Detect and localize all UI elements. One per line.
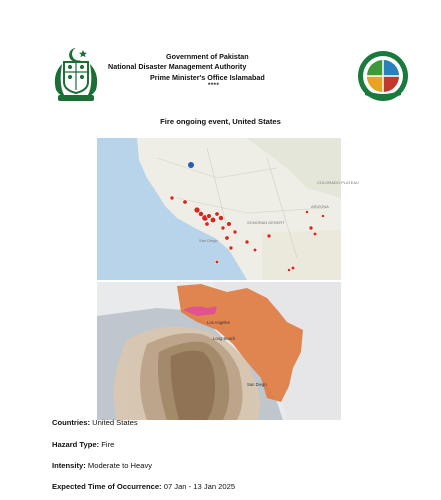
- expected-time-value: 07 Jan - 13 Jan 2025: [163, 482, 236, 491]
- hazard-type-value: Fire: [101, 440, 115, 449]
- pakistan-emblem-logo: [50, 44, 102, 104]
- header-ndma: National Disaster Management Authority: [108, 62, 247, 71]
- hazard-type-row: [52, 440, 114, 449]
- countries-label: Countries:: [52, 418, 90, 427]
- fire-locations-map: [97, 138, 359, 280]
- countries-value: United States: [92, 418, 138, 427]
- header-pm-office: Prime Minister's Office Islamabad: [150, 73, 265, 82]
- place-label-los-angeles: Los Angeles: [207, 320, 230, 325]
- place-label-san-diego: San Diego: [199, 238, 218, 243]
- ndma-logo: [357, 50, 409, 102]
- header-government: Government of Pakistan: [166, 52, 249, 61]
- place-label-san-diego: San Diego: [247, 382, 267, 387]
- intensity-label: Intensity:: [52, 461, 86, 470]
- smoke-plume-map: [97, 282, 341, 420]
- expected-time-label: Expected Time of Occurrence:: [52, 482, 162, 491]
- place-label-arizona: ARIZONA: [311, 204, 329, 209]
- intensity-row: [52, 461, 152, 470]
- place-label-sonoran-desert: SONORAN DESERT: [247, 220, 285, 225]
- place-label-colorado-plateau: COLORADO PLATEAU: [317, 180, 359, 185]
- expected-time-row: [52, 482, 235, 491]
- countries-row: [52, 418, 138, 427]
- event-title: Fire ongoing event, United States: [160, 117, 281, 126]
- place-label-long-beach: Long Beach: [213, 336, 236, 341]
- hazard-type-label: Hazard Type:: [52, 440, 100, 449]
- intensity-value: Moderate to Heavy: [87, 461, 153, 470]
- header-separator: ****: [208, 83, 220, 89]
